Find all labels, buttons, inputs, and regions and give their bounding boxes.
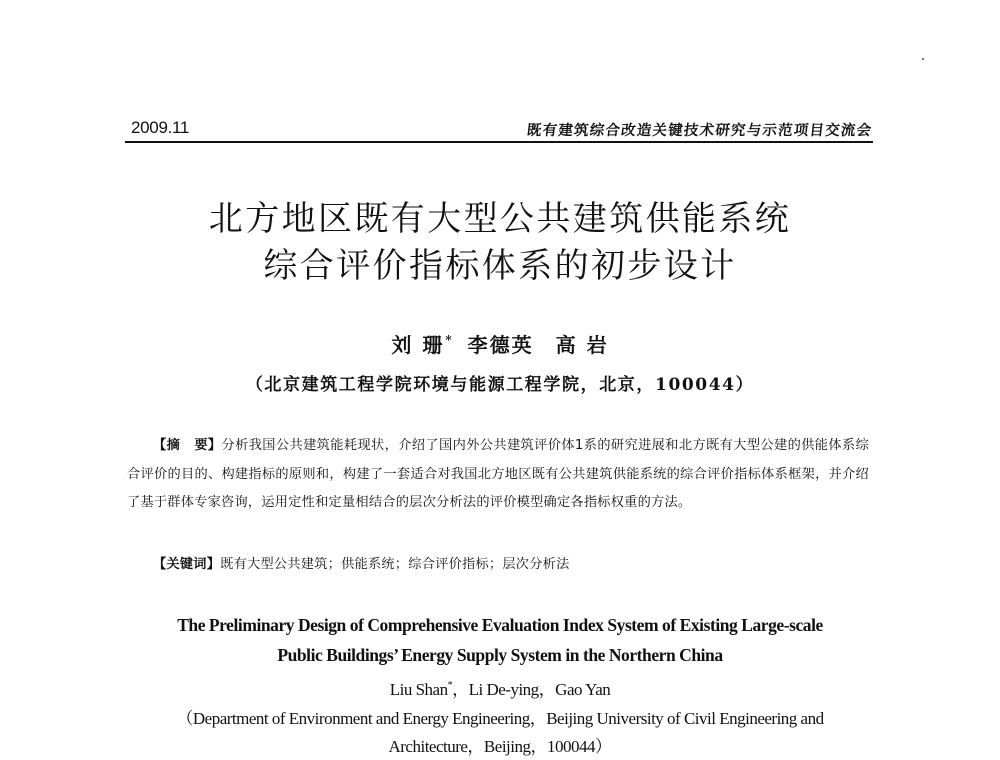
zh-author-1: 刘 珊* xyxy=(391,333,454,357)
en-title-line-2: Public Buildings’ Energy Supply System in the Northern China xyxy=(277,645,723,665)
en-affiliation-line-1: （Department of Environment and Energy Engineering，Beijing University of Civil Engineering and xyxy=(176,709,824,728)
zh-author-2: 李德英 xyxy=(467,333,534,357)
keywords-text: 既有大型公共建筑；供能系统；综合评价指标；层次分析法 xyxy=(220,557,570,572)
en-affiliation-line-2: Architecture，Beijing，100044） xyxy=(388,737,612,756)
header-rule xyxy=(125,141,873,143)
running-header-date: 2009.11 xyxy=(131,118,190,137)
zh-authors xyxy=(0,329,1000,358)
abstract-label: 【摘 要】 xyxy=(153,438,222,453)
zh-affiliation: （北京建筑工程学院环境与能源工程学院，北京，100044） xyxy=(245,375,755,395)
keywords-label: 【关键词】 xyxy=(153,557,221,572)
en-authors: Liu Shan*，Li De-ying，Gao Yan xyxy=(389,680,611,699)
running-header-conference: 既有建筑综合改造关键技术研究与示范项目交流会 xyxy=(525,122,873,139)
corresponding-author-mark-en: * xyxy=(447,680,453,691)
abstract-text: 分析我国公共建筑能耗现状，介绍了国内外公共建筑评价体1系的研究进展和北方既有大型公建的供能体系综合评价的目的、构建指标的原则和，构建了一套适合对我国北方地区既有公共建筑供能系统的综合评价指标体系框架，并介绍了基于群体专家咨询，运用定性和定量相结合的层次分析法的评价模型确定各指标权重的方法。 xyxy=(127,438,870,511)
scan-artifact-dot xyxy=(922,58,924,60)
en-title-line-1: The Preliminary Design of Comprehensive Evaluation Index System of Existing Large-scale xyxy=(177,615,823,635)
zh-abstract xyxy=(127,432,869,518)
zh-title-line-2: 综合评价指标体系的初步设计 xyxy=(263,246,737,286)
corresponding-author-mark: * xyxy=(445,333,454,347)
zh-title-line-1: 北方地区既有大型公共建筑供能系统 xyxy=(208,199,792,239)
zh-keywords xyxy=(127,553,869,572)
zh-author-3: 高 岩 xyxy=(555,333,609,357)
